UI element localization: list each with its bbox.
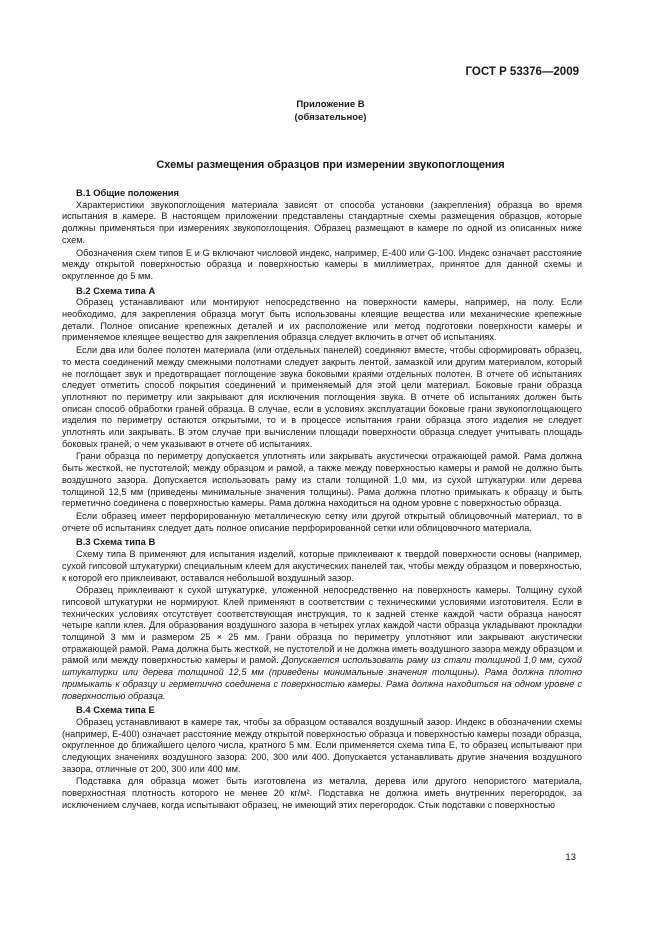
section-heading-b1: В.1 Общие положения (76, 187, 179, 198)
page-number: 13 (565, 852, 576, 863)
paragraph: Грани образца по периметру допускается уплотнять или закрывать акустически отражающей рамой. Рама должна быть жесткой, не пустотелой; между образцом и рамой, а также между поверхностью камеры и рамой не должно быть воздушного зазора. Допускается использовать раму из стали толщиной 1,0 мм, из сухой штукатурки или дерева толщиной 12,5 мм (приведены минимальные значения толщины). Рама должна плотно примыкать к образцу и быть герметично соединена с поверхностью камеры. Рама должна находиться на одном уровне с поверхностью образца. (62, 451, 582, 509)
paragraph-mixed (62, 585, 582, 702)
paragraph: Обозначения схем типов Е и G включают числовой индекс, например, Е-400 или G-100. Индекс означает расстояние между открытой поверхностью образца и поверхностью камеры в миллиметрах, принятое для данной схемы и округленное до 5 мм. (62, 247, 582, 281)
paragraph-text: Образец приклеивают к сухой штукатурке, уложенной непосредственно на поверхность камеры. Толщину сухой гипсовой штукатурки не нормируют. Клей применяют в соответствии с техническими условиями изготовителя. Если в технических условиях отсутствует соответствующая инструкция, то к задней стенке каждой части образца наносят четыре капли клея. Для образования воздушного зазора в четырех углах каждой части образца укладывают прокладки толщиной 3 мм и размером 25 × 25 мм. Грани образца по периметру уплотняют или закрывают акустически отражающей рамой. Рама должна быть жесткой, не пустотелой и не должна иметь воздушного зазора между образцом и рамой или между поверхностью камеры и рамой. (62, 585, 582, 666)
paragraph-italic-text: Допускается использовать раму из стали толщиной 1,0 мм, сухой штукатурки или дерева толщиной 12,5 мм (приведены минимальные значения толщины). Рама должна плотно примыкать к образцу и герметично соединена с поверхностью камеры. Рама должна находиться на одном уровне с поверхностью образца. (62, 655, 583, 701)
paragraph: Характеристики звукопоглощения материала зависят от способа установки (закрепления) образца во время испытания в камере. В настоящем приложении представлены стандартные схемы размещения образцов, которые должны применяться при измерениях звукопоглощения. Образец размещают в камере по одной из описанных ниже схем. (62, 199, 582, 245)
section-heading-b3: В.3 Схема типа В (76, 536, 156, 548)
paragraph: Образец устанавливают в камере так, чтобы за образцом оставался воздушный зазор. Индекс в обозначении схемы (например, Е-400) означает расстояние между открытой поверхностью образца и поверхностью камеры позади образца, округленное до ближайшего целого числа, кратного 5 мм. Если применяется схема типа Е, то образец испытывают при следующих значениях воздушного зазора: 200, 300 или 400. Допускается устанавливать другие значения воздушного зазора, отличные от 200, 300 или 400 мм. (62, 716, 582, 774)
appendix-label: Приложение В (296, 99, 365, 110)
appendix-heading (0, 98, 661, 124)
section-heading-b4: В.4 Схема типа Е (76, 704, 155, 716)
document-body (62, 186, 582, 812)
paragraph: Подставка для образца может быть изготовлена из металла, дерева или другого непористого материала, поверхностная плотность которого не менее 20 кг/м². Подставка не должна иметь внутренних перегородок, за исключением случаев, когда испытывают образец, не имеющий этих перегородок. Стык подставки с поверхностью (62, 776, 582, 810)
paragraph: Если образец имеет перфорированную металлическую сетку или другой открытый облицовочный материал, то в отчете об испытаниях следует дать полное описание перфорированной сетки или облицовочного материала. (62, 510, 582, 533)
section-heading-b2: В.2 Схема типа А (76, 284, 156, 296)
appendix-status: (обязательное) (294, 112, 367, 123)
paragraph: Образец устанавливают или монтируют непосредственно на поверхности камеры, например, на полу. Если необходимо, для закрепления образца могут быть использованы клеящие вещества или механические крепежные детали. Полное описание крепежных деталей и их расположение или метод подготовки поверхности камеры и применяемое клеящее вещество для закрепления образца следует включить в отчет об испытаниях. (62, 297, 582, 343)
standard-designation: ГОСТ Р 53376—2009 (465, 66, 579, 78)
paragraph: Если два или более полотен материала (или отдельных панелей) соединяют вместе, чтобы сформировать образец, то места соединений между смежными полотнами следует закрыть лентой, замазкой или другим материалом, который не поглощает звук и предотвращает поглощение звука боковыми краями отдельных полотен. В отчете об испытаниях следует отметить способ покрытия соединений и применяемый для этой цели материал. Боковые грани образца уплотняют по периметру или закрывают для исключения поглощения звука. В отчете об испытаниях должен быть описан способ обработки граней образца. В случае, если в условиях эксплуатации боковые грани звукопоглощающего изделия по периметру остаются открытыми, то и в процессе испытания грани образца этого изделия не следует уплотнять или закрывать. В этом случае при вычислении площади поверхности образца следует учитывать площадь боковых граней, о чем указывают в отчете об испытаниях. (62, 345, 582, 449)
appendix-title: Схемы размещения образцов при измерении звукопоглощения (156, 159, 505, 171)
paragraph: Схему типа В применяют для испытания изделий, которые приклеивают к твердой поверхности основы (например, сухой гипсовой штукатурки) специальным клеем для акустических панелей так, чтобы между образцом и поверхностью, к которой его приклеивают, оставался небольшой воздушный зазор. (62, 549, 582, 583)
